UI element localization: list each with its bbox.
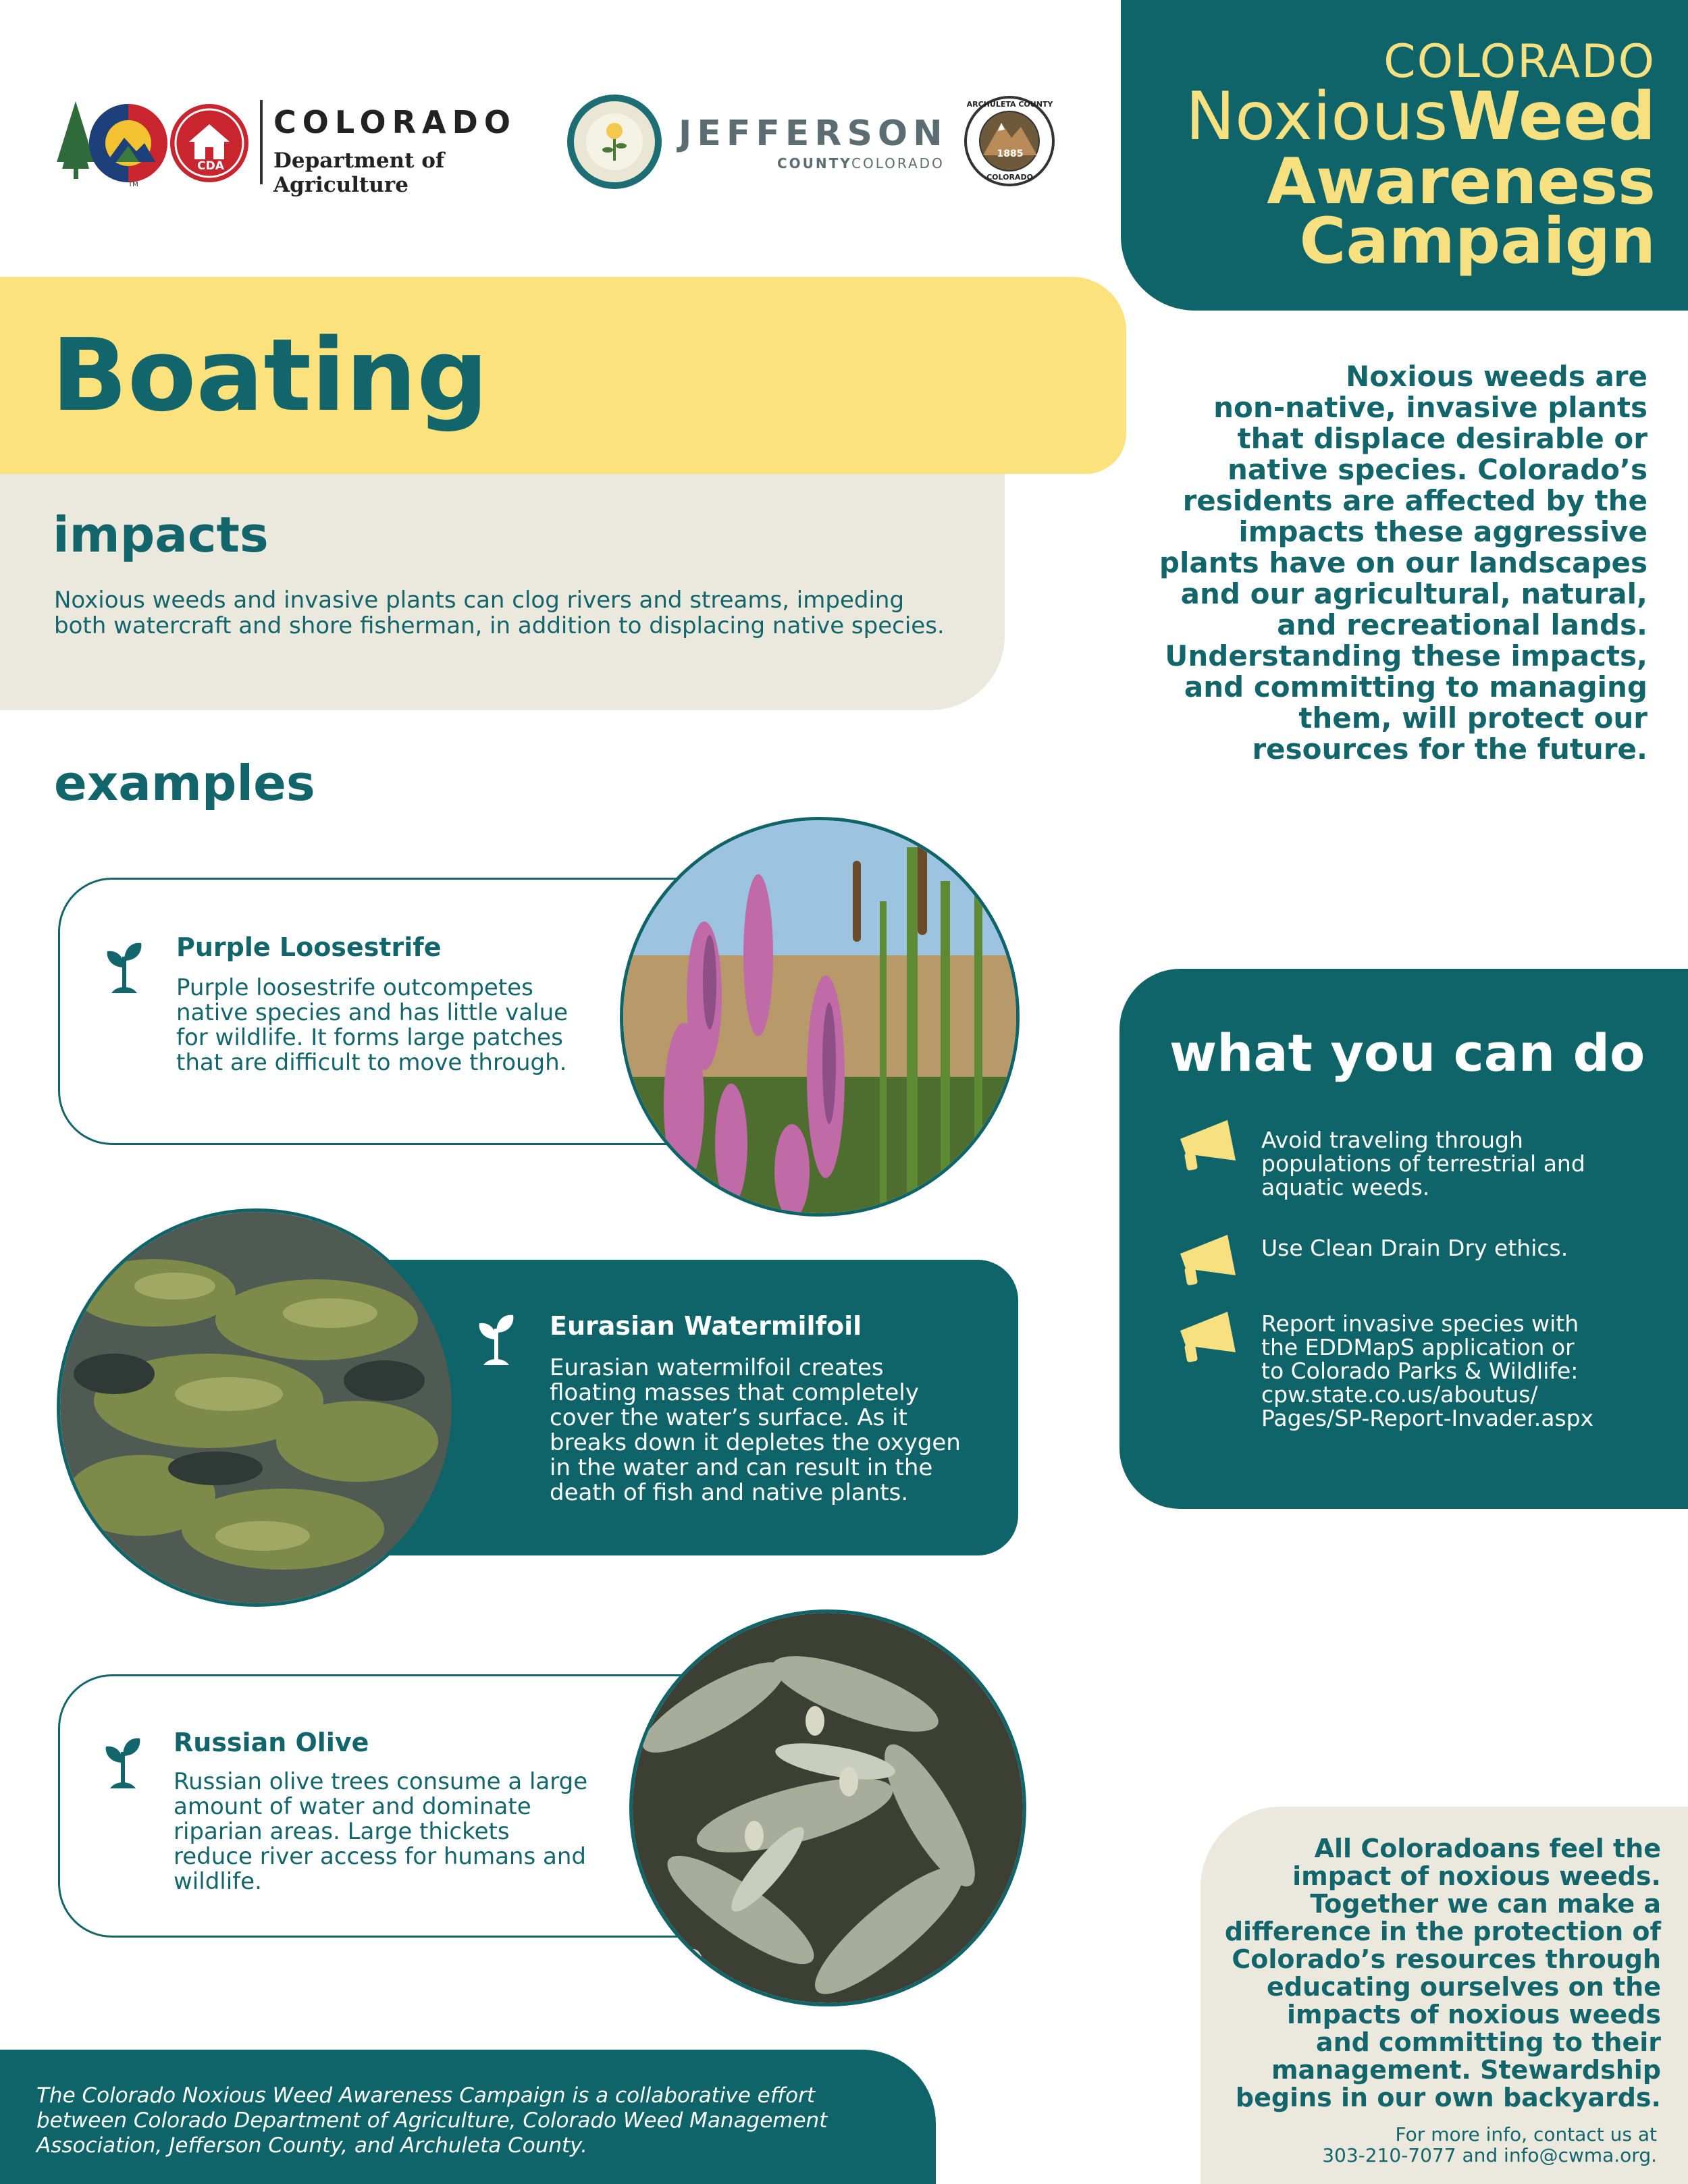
megaphone-icon [1173, 1233, 1241, 1287]
campaign-title-panel [1121, 0, 1688, 311]
todo-heading: what you can do [1169, 1023, 1645, 1083]
title-noxious: Noxious [1185, 78, 1448, 155]
cda-department: Department of Agriculture [273, 149, 445, 197]
example-line: Purple loosestrife outcompetes [176, 974, 533, 1001]
intro-line: impacts these aggressive [1238, 515, 1647, 548]
cda-badge: CDA [197, 159, 224, 173]
todo-line: to Colorado Parks & Wildlife: [1261, 1358, 1579, 1384]
jefferson-state: COLORADO [851, 155, 945, 171]
title-noxious-weed [1186, 80, 1656, 154]
todo-line: aquatic weeds. [1261, 1174, 1430, 1200]
impacts-line: Noxious weeds and invasive plants can clog rivers and streams, impeding [54, 587, 905, 614]
todo-link[interactable]: Pages/SP-Report-Invader.aspx [1261, 1405, 1594, 1431]
cwma-seal [566, 93, 664, 191]
jefferson-name: JEFFERSON [679, 113, 948, 154]
todo-line: Use Clean Drain Dry ethics. [1261, 1235, 1568, 1261]
example-title: Eurasian Watermilfoil [550, 1311, 862, 1341]
example-line: reduce river access for humans and [174, 1843, 586, 1870]
examples-heading: examples [54, 755, 315, 811]
todo-item [1261, 1312, 1653, 1430]
todo-item [1261, 1236, 1653, 1260]
todo-line: Report invasive species with [1261, 1310, 1579, 1337]
archuleta-bottom: COLORADO [986, 173, 1033, 182]
sprout-icon [102, 1732, 144, 1790]
example-line: native species and has little value [176, 999, 569, 1026]
intro-line: resources for the future. [1252, 733, 1647, 766]
example-text [174, 1769, 606, 1894]
impacts-line: both watercraft and shore fisherman, in addition to displacing native species. [54, 612, 945, 639]
intro-line: Understanding these impacts, [1165, 639, 1647, 672]
impacts-heading: impacts [53, 506, 269, 563]
intro-text [1134, 361, 1647, 765]
example-line: cover the water’s surface. As it [550, 1404, 907, 1431]
page-title: Boating [51, 317, 489, 433]
closing-section [1201, 1807, 1688, 2184]
sprout-icon [103, 936, 145, 994]
example-line: in the water and can result in the [550, 1454, 933, 1481]
purple-loosestrife-photo [620, 817, 1020, 1217]
intro-line: and recreational lands. [1277, 608, 1647, 641]
closing-line: impacts of noxious weeds [1286, 2000, 1661, 2029]
footer-line: Association, Jefferson County, and Archuleta County. [36, 2133, 587, 2158]
intro-line: native species. Colorado’s [1228, 453, 1647, 486]
boating-band [0, 277, 1126, 474]
title-campaign: Campaign [1299, 205, 1656, 278]
tm-mark: TM [128, 181, 138, 188]
footer-line: between Colorado Department of Agriculture, Colorado Weed Management [36, 2108, 828, 2133]
contact-line: For more info, contact us at [1395, 2123, 1657, 2146]
todo-line: the EDDMapS application or [1261, 1334, 1575, 1360]
cda-colorado: COLORADO [273, 104, 517, 140]
example-line: death of fish and native plants. [550, 1479, 909, 1506]
what-you-can-do-panel [1119, 969, 1688, 1509]
intro-line: and committing to managing [1184, 670, 1647, 703]
example-card-purple-loosestrife [58, 878, 710, 1145]
example-title: Russian Olive [174, 1728, 369, 1757]
closing-line: impact of noxious weeds. [1292, 1861, 1661, 1891]
example-line: amount of water and dominate [174, 1793, 531, 1820]
impacts-text [54, 587, 986, 639]
example-line: for wildlife. It forms large patches [176, 1024, 563, 1051]
eurasian-watermilfoil-photo [57, 1208, 455, 1607]
example-title: Purple Loosestrife [176, 932, 442, 962]
archuleta-seal [964, 96, 1055, 187]
example-line: wildlife. [174, 1868, 262, 1895]
intro-line: and our agricultural, natural, [1180, 577, 1647, 610]
cda-logo [54, 95, 567, 197]
contact-info [1238, 2124, 1657, 2166]
intro-line: that displace desirable or [1237, 422, 1647, 455]
example-text [550, 1356, 1009, 1506]
example-line: Eurasian watermilfoil creates [550, 1354, 884, 1381]
jefferson-county: COUNTY [777, 155, 852, 171]
colorado-flag-mountain-icon [54, 95, 250, 189]
intro-line: residents are affected by the [1182, 484, 1647, 517]
impacts-section [0, 474, 1005, 710]
example-card-russian-olive [58, 1674, 710, 1938]
todo-item [1261, 1128, 1653, 1199]
archuleta-top: ARCHULETA COUNTY [966, 100, 1053, 109]
contact-line[interactable]: 303-210-7077 and info@cwma.org. [1322, 2144, 1657, 2166]
example-text [176, 976, 595, 1075]
todo-line: populations of terrestrial and [1261, 1150, 1585, 1177]
title-colorado: COLORADO [1383, 35, 1656, 88]
title-awareness: Awareness [1267, 145, 1656, 219]
intro-line: non-native, invasive plants [1213, 391, 1647, 424]
sprout-icon [475, 1308, 517, 1366]
intro-line: them, will protect our [1298, 701, 1647, 735]
example-line: breaks down it depletes the oxygen [550, 1429, 961, 1456]
intro-line: Noxious weeds are [1346, 360, 1647, 393]
jefferson-logo [679, 113, 949, 174]
closing-line: Together we can make a [1310, 1889, 1661, 1919]
closing-text [1209, 1835, 1661, 2112]
closing-line: educating ourselves on the [1267, 1972, 1661, 2002]
russian-olive-photo [629, 1609, 1026, 2006]
example-line: riparian areas. Large thickets [174, 1818, 510, 1845]
example-line: Russian olive trees consume a large [174, 1768, 588, 1795]
intro-line: plants have on our landscapes [1159, 546, 1647, 579]
closing-line: begins in our own backyards. [1235, 2083, 1661, 2112]
megaphone-icon [1173, 1310, 1241, 1364]
example-line: floating masses that completely [550, 1379, 919, 1406]
archuleta-year: 1885 [997, 149, 1024, 159]
closing-line: Colorado’s resources through [1232, 1944, 1661, 1974]
title-weed: Weed [1448, 78, 1656, 155]
closing-line: All Coloradoans feel the [1314, 1834, 1661, 1863]
todo-link[interactable]: cpw.state.co.us/aboutus/ [1261, 1381, 1538, 1408]
closing-line: management. Stewardship [1271, 2055, 1661, 2085]
example-line: that are difficult to move through. [176, 1049, 567, 1076]
footer-line: The Colorado Noxious Weed Awareness Campaign is a collaborative effort [36, 2083, 815, 2108]
todo-line: Avoid traveling through [1261, 1127, 1523, 1153]
footer [0, 2050, 936, 2184]
closing-line: difference in the protection of [1224, 1917, 1661, 1946]
footer-text [36, 2083, 914, 2158]
closing-line: and committing to their [1315, 2027, 1661, 2057]
megaphone-icon [1173, 1119, 1241, 1173]
